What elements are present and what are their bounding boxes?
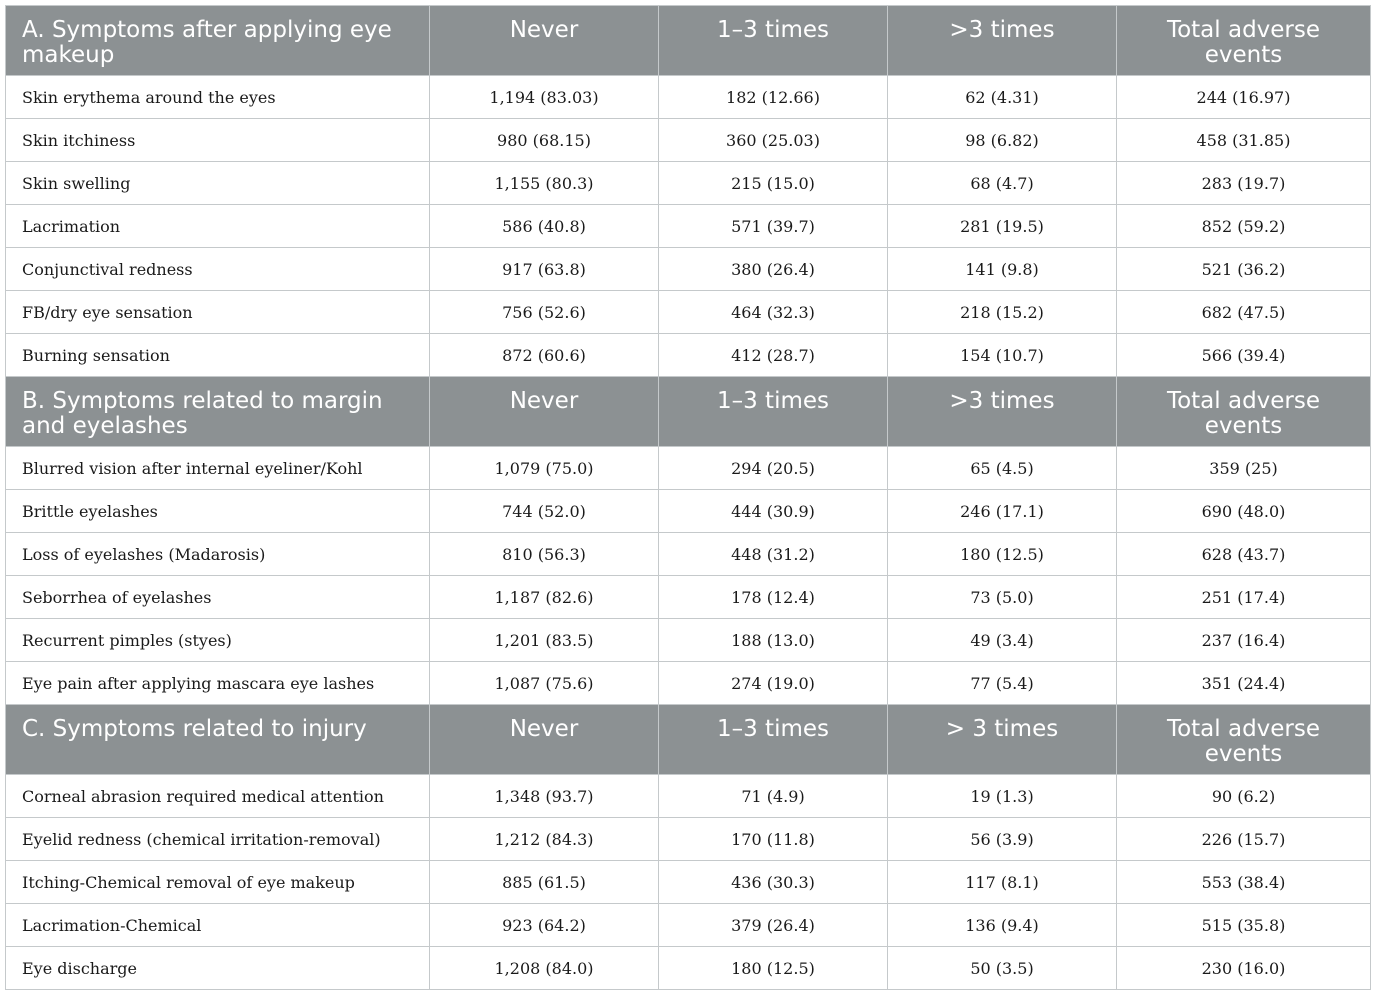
table-cell: 141 (9.8)	[888, 248, 1117, 291]
symptom-label: Lacrimation	[6, 205, 430, 248]
table-cell: 283 (19.7)	[1117, 162, 1371, 205]
table-row	[6, 533, 1371, 576]
table-cell: 215 (15.0)	[659, 162, 888, 205]
table-container	[5, 5, 1370, 990]
symptom-label: Brittle eyelashes	[6, 490, 430, 533]
symptoms-table	[5, 5, 1371, 990]
table-cell: 178 (12.4)	[659, 576, 888, 619]
table-row	[6, 662, 1371, 705]
table-cell: 566 (39.4)	[1117, 334, 1371, 377]
table-cell: 448 (31.2)	[659, 533, 888, 576]
table-cell: 436 (30.3)	[659, 861, 888, 904]
table-cell: 226 (15.7)	[1117, 818, 1371, 861]
column-header: Total adverse events	[1117, 377, 1371, 447]
column-header: 1–3 times	[659, 705, 888, 775]
table-cell: 917 (63.8)	[430, 248, 659, 291]
table-cell: 885 (61.5)	[430, 861, 659, 904]
table-cell: 246 (17.1)	[888, 490, 1117, 533]
table-cell: 188 (13.0)	[659, 619, 888, 662]
table-row	[6, 76, 1371, 119]
section-title: B. Symptoms related to margin and eyelashes	[6, 377, 430, 447]
symptom-label: Eye discharge	[6, 947, 430, 990]
table-cell: 628 (43.7)	[1117, 533, 1371, 576]
table-cell: 744 (52.0)	[430, 490, 659, 533]
symptom-label: Recurrent pimples (styes)	[6, 619, 430, 662]
symptom-label: Conjunctival redness	[6, 248, 430, 291]
table-cell: 218 (15.2)	[888, 291, 1117, 334]
table-cell: 458 (31.85)	[1117, 119, 1371, 162]
table-cell: 281 (19.5)	[888, 205, 1117, 248]
table-cell: 49 (3.4)	[888, 619, 1117, 662]
column-header: Total adverse events	[1117, 6, 1371, 76]
table-cell: 359 (25)	[1117, 447, 1371, 490]
symptom-label: Itching-Chemical removal of eye makeup	[6, 861, 430, 904]
column-header: 1–3 times	[659, 377, 888, 447]
column-header: Never	[430, 377, 659, 447]
table-cell: 571 (39.7)	[659, 205, 888, 248]
table-cell: 1,208 (84.0)	[430, 947, 659, 990]
table-row	[6, 162, 1371, 205]
table-cell: 274 (19.0)	[659, 662, 888, 705]
table-cell: 1,201 (83.5)	[430, 619, 659, 662]
table-row	[6, 334, 1371, 377]
table-cell: 117 (8.1)	[888, 861, 1117, 904]
table-cell: 68 (4.7)	[888, 162, 1117, 205]
column-header: Never	[430, 6, 659, 76]
table-cell: 923 (64.2)	[430, 904, 659, 947]
symptom-label: Burning sensation	[6, 334, 430, 377]
table-cell: 1,348 (93.7)	[430, 775, 659, 818]
table-row	[6, 447, 1371, 490]
table-cell: 90 (6.2)	[1117, 775, 1371, 818]
section-header-row	[6, 705, 1371, 775]
table-cell: 810 (56.3)	[430, 533, 659, 576]
table-cell: 244 (16.97)	[1117, 76, 1371, 119]
table-row	[6, 818, 1371, 861]
table-cell: 852 (59.2)	[1117, 205, 1371, 248]
table-cell: 77 (5.4)	[888, 662, 1117, 705]
table-cell: 980 (68.15)	[430, 119, 659, 162]
table-row	[6, 947, 1371, 990]
table-cell: 251 (17.4)	[1117, 576, 1371, 619]
table-cell: 1,194 (83.03)	[430, 76, 659, 119]
table-row	[6, 619, 1371, 662]
table-row	[6, 490, 1371, 533]
table-cell: 182 (12.66)	[659, 76, 888, 119]
symptom-label: Skin itchiness	[6, 119, 430, 162]
symptom-label: Corneal abrasion required medical attention	[6, 775, 430, 818]
section-title: A. Symptoms after applying eye makeup	[6, 6, 430, 76]
table-row	[6, 904, 1371, 947]
table-cell: 351 (24.4)	[1117, 662, 1371, 705]
table-cell: 294 (20.5)	[659, 447, 888, 490]
symptom-label: Skin swelling	[6, 162, 430, 205]
section-header-row	[6, 377, 1371, 447]
table-cell: 379 (26.4)	[659, 904, 888, 947]
table-cell: 360 (25.03)	[659, 119, 888, 162]
table-row	[6, 248, 1371, 291]
table-cell: 65 (4.5)	[888, 447, 1117, 490]
section-title: C. Symptoms related to injury	[6, 705, 430, 775]
symptom-label: Seborrhea of eyelashes	[6, 576, 430, 619]
table-cell: 73 (5.0)	[888, 576, 1117, 619]
table-cell: 1,212 (84.3)	[430, 818, 659, 861]
table-row	[6, 205, 1371, 248]
symptom-label: Skin erythema around the eyes	[6, 76, 430, 119]
table-row	[6, 291, 1371, 334]
column-header: Never	[430, 705, 659, 775]
table-cell: 1,087 (75.6)	[430, 662, 659, 705]
table-cell: 56 (3.9)	[888, 818, 1117, 861]
section-header-row	[6, 6, 1371, 76]
table-body	[6, 6, 1371, 990]
column-header: >3 times	[888, 377, 1117, 447]
table-cell: 62 (4.31)	[888, 76, 1117, 119]
column-header: > 3 times	[888, 705, 1117, 775]
column-header: 1–3 times	[659, 6, 888, 76]
symptom-label: Loss of eyelashes (Madarosis)	[6, 533, 430, 576]
table-cell: 682 (47.5)	[1117, 291, 1371, 334]
table-cell: 412 (28.7)	[659, 334, 888, 377]
table-cell: 19 (1.3)	[888, 775, 1117, 818]
table-cell: 521 (36.2)	[1117, 248, 1371, 291]
table-cell: 237 (16.4)	[1117, 619, 1371, 662]
table-cell: 1,187 (82.6)	[430, 576, 659, 619]
column-header: Total adverse events	[1117, 705, 1371, 775]
table-cell: 444 (30.9)	[659, 490, 888, 533]
table-cell: 380 (26.4)	[659, 248, 888, 291]
table-cell: 586 (40.8)	[430, 205, 659, 248]
table-cell: 170 (11.8)	[659, 818, 888, 861]
symptom-label: Eye pain after applying mascara eye lashes	[6, 662, 430, 705]
symptom-label: Eyelid redness (chemical irritation-removal)	[6, 818, 430, 861]
table-cell: 1,155 (80.3)	[430, 162, 659, 205]
table-cell: 872 (60.6)	[430, 334, 659, 377]
symptom-label: FB/dry eye sensation	[6, 291, 430, 334]
table-row	[6, 119, 1371, 162]
table-row	[6, 775, 1371, 818]
table-cell: 180 (12.5)	[888, 533, 1117, 576]
table-cell: 50 (3.5)	[888, 947, 1117, 990]
table-cell: 98 (6.82)	[888, 119, 1117, 162]
table-cell: 154 (10.7)	[888, 334, 1117, 377]
table-row	[6, 861, 1371, 904]
table-cell: 71 (4.9)	[659, 775, 888, 818]
symptom-label: Blurred vision after internal eyeliner/Kohl	[6, 447, 430, 490]
table-cell: 690 (48.0)	[1117, 490, 1371, 533]
table-cell: 756 (52.6)	[430, 291, 659, 334]
table-cell: 1,079 (75.0)	[430, 447, 659, 490]
table-cell: 180 (12.5)	[659, 947, 888, 990]
table-cell: 464 (32.3)	[659, 291, 888, 334]
table-cell: 136 (9.4)	[888, 904, 1117, 947]
table-cell: 230 (16.0)	[1117, 947, 1371, 990]
table-cell: 553 (38.4)	[1117, 861, 1371, 904]
column-header: >3 times	[888, 6, 1117, 76]
table-row	[6, 576, 1371, 619]
symptom-label: Lacrimation-Chemical	[6, 904, 430, 947]
table-cell: 515 (35.8)	[1117, 904, 1371, 947]
